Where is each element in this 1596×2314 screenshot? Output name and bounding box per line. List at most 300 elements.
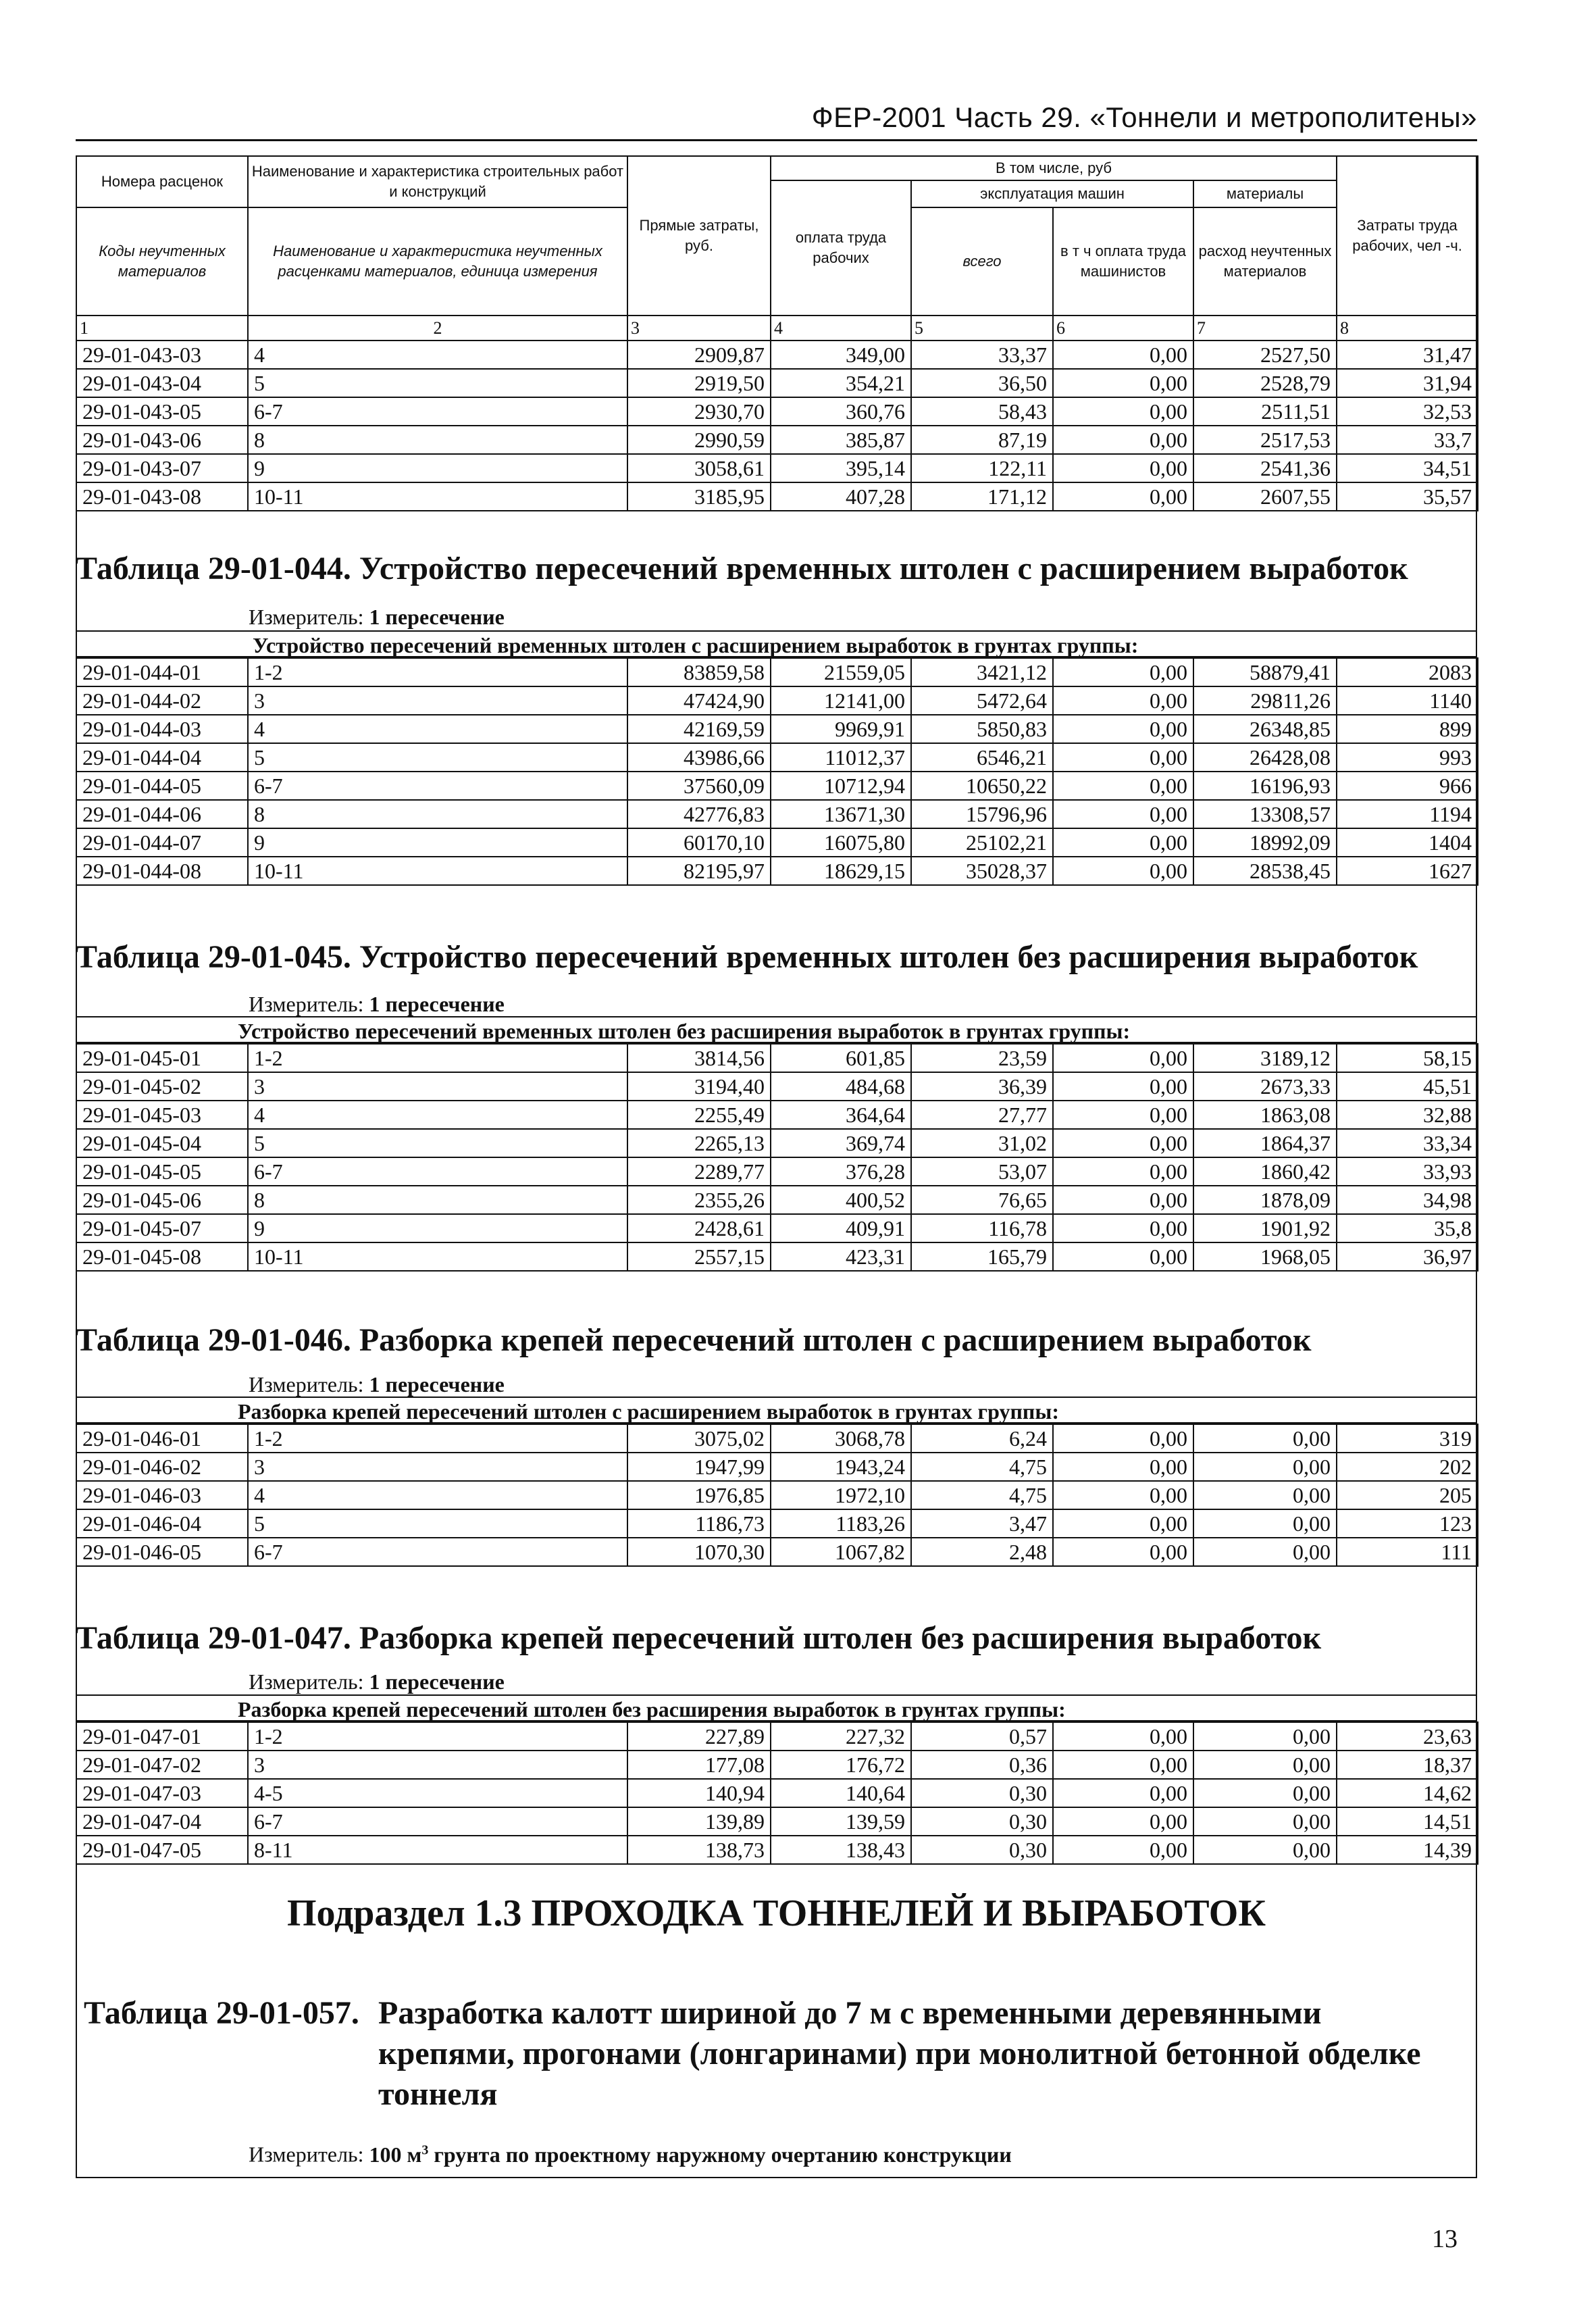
table-row: [76, 1779, 1478, 1807]
materials-cell: 1968,05: [1193, 1242, 1337, 1271]
materials-cell: 58879,41: [1193, 658, 1337, 686]
machines-labor-cell: 0,00: [1053, 1509, 1193, 1538]
rate-code-cell: 29-01-046-02: [76, 1453, 248, 1481]
rate-code-cell: 29-01-045-04: [76, 1129, 248, 1157]
labor-pay-cell: 1067,82: [771, 1538, 911, 1566]
table-row: [76, 1101, 1478, 1129]
soil-group-cell: 4: [248, 715, 627, 743]
materials-cell: 0,00: [1193, 1424, 1337, 1453]
table-row: [76, 426, 1478, 454]
direct-costs-cell: 37560,09: [627, 772, 771, 800]
soil-group-cell: 10-11: [248, 1242, 627, 1271]
header-machines-labor: в т ч оплата труда машинистов: [1053, 207, 1193, 316]
machines-labor-cell: 0,00: [1053, 772, 1193, 800]
labor-pay-cell: 369,74: [771, 1129, 911, 1157]
machines-total-cell: 0,57: [911, 1722, 1053, 1751]
machines-labor-cell: 0,00: [1053, 1157, 1193, 1186]
machines-total-cell: 116,78: [911, 1214, 1053, 1242]
machines-total-cell: 171,12: [911, 482, 1053, 511]
header-codes: Номера расценок: [76, 156, 248, 207]
machines-labor-cell: 0,00: [1053, 828, 1193, 857]
header-including: В том числе, руб: [771, 156, 1337, 180]
labor-hours-cell: 35,8: [1337, 1214, 1478, 1242]
table-row: [76, 1242, 1478, 1271]
table-043-rows: [76, 340, 1478, 511]
table-row: [76, 1722, 1478, 1751]
machines-total-cell: 58,43: [911, 397, 1053, 426]
rate-code-cell: 29-01-047-05: [76, 1836, 248, 1864]
machines-labor-cell: 0,00: [1053, 857, 1193, 885]
machines-total-cell: 36,39: [911, 1072, 1053, 1101]
soil-group-cell: 4: [248, 1481, 627, 1509]
labor-pay-cell: 364,64: [771, 1101, 911, 1129]
measure-value: 1 пересечение: [369, 605, 505, 629]
table-row: [76, 397, 1478, 426]
rate-code-cell: 29-01-045-03: [76, 1101, 248, 1129]
labor-hours-cell: 319: [1337, 1424, 1478, 1453]
machines-labor-cell: 0,00: [1053, 1751, 1193, 1779]
table-row: [76, 1424, 1478, 1453]
machines-labor-cell: 0,00: [1053, 800, 1193, 828]
materials-cell: 29811,26: [1193, 686, 1337, 715]
rate-code-cell: 29-01-044-08: [76, 857, 248, 885]
machines-total-cell: 3,47: [911, 1509, 1053, 1538]
labor-pay-cell: 484,68: [771, 1072, 911, 1101]
machines-labor-cell: 0,00: [1053, 1807, 1193, 1836]
soil-group-cell: 6-7: [248, 1538, 627, 1566]
table-046-title: [76, 1320, 1312, 1361]
machines-labor-cell: 0,00: [1053, 482, 1193, 511]
soil-group-cell: 6-7: [248, 1157, 627, 1186]
labor-hours-cell: 1627: [1337, 857, 1478, 885]
machines-labor-cell: 0,00: [1053, 1044, 1193, 1072]
direct-costs-cell: 42169,59: [627, 715, 771, 743]
rate-code-cell: 29-01-046-04: [76, 1509, 248, 1538]
labor-hours-cell: 32,53: [1337, 397, 1478, 426]
direct-costs-cell: 60170,10: [627, 828, 771, 857]
table-row: [76, 715, 1478, 743]
machines-labor-cell: 0,00: [1053, 1072, 1193, 1101]
rate-code-cell: 29-01-044-01: [76, 658, 248, 686]
direct-costs-cell: 2930,70: [627, 397, 771, 426]
materials-cell: 0,00: [1193, 1722, 1337, 1751]
labor-hours-cell: 31,94: [1337, 369, 1478, 397]
direct-costs-cell: 2355,26: [627, 1186, 771, 1214]
materials-cell: 0,00: [1193, 1481, 1337, 1509]
labor-hours-cell: 34,98: [1337, 1186, 1478, 1214]
machines-total-cell: 2,48: [911, 1538, 1053, 1566]
materials-cell: 0,00: [1193, 1751, 1337, 1779]
soil-group-cell: 10-11: [248, 857, 627, 885]
table-number: Таблица 29-01-044.: [76, 551, 351, 586]
table-row: [76, 1481, 1478, 1509]
rate-code-cell: 29-01-045-06: [76, 1186, 248, 1214]
direct-costs-cell: 3058,61: [627, 454, 771, 482]
direct-costs-cell: 2919,50: [627, 369, 771, 397]
column-number: 6: [1053, 316, 1193, 341]
soil-group-cell: 6-7: [248, 1807, 627, 1836]
header-work-name: Наименование и характеристика строительных работ и конструкций: [248, 156, 627, 207]
direct-costs-cell: 82195,97: [627, 857, 771, 885]
direct-costs-cell: 2289,77: [627, 1157, 771, 1186]
machines-total-cell: 35028,37: [911, 857, 1053, 885]
machines-labor-cell: 0,00: [1053, 341, 1193, 369]
rate-code-cell: 29-01-045-08: [76, 1242, 248, 1271]
header-materials: материалы: [1193, 180, 1337, 207]
machines-labor-cell: 0,00: [1053, 1214, 1193, 1242]
soil-group-cell: 9: [248, 828, 627, 857]
rate-code-cell: 29-01-045-02: [76, 1072, 248, 1101]
labor-pay-cell: 354,21: [771, 369, 911, 397]
table-number: Таблица 29-01-047.: [76, 1620, 351, 1656]
materials-cell: 0,00: [1193, 1538, 1337, 1566]
materials-cell: 2541,36: [1193, 454, 1337, 482]
table-045-measure: [249, 993, 505, 1015]
labor-hours-cell: 36,97: [1337, 1242, 1478, 1271]
soil-group-cell: 5: [248, 1509, 627, 1538]
machines-total-cell: 25102,21: [911, 828, 1053, 857]
section-title: Подраздел 1.3 ПРОХОДКА ТОННЕЛЕЙ И ВЫРАБОТОК: [287, 1892, 1266, 1934]
machines-labor-cell: 0,00: [1053, 1453, 1193, 1481]
soil-group-cell: 10-11: [248, 482, 627, 511]
table-047-caption: Разборка крепей пересечений штолен без расширения выработок в грунтах группы:: [76, 1694, 1477, 1721]
machines-labor-cell: 0,00: [1053, 1186, 1193, 1214]
soil-group-cell: 3: [248, 1751, 627, 1779]
header-labor-costs: Затраты труда рабочих, чел -ч.: [1337, 156, 1478, 316]
table-row: [76, 1129, 1478, 1157]
table-row: [76, 369, 1478, 397]
table-044-title: [76, 549, 1408, 589]
materials-cell: 16196,93: [1193, 772, 1337, 800]
machines-labor-cell: 0,00: [1053, 658, 1193, 686]
soil-group-cell: 9: [248, 454, 627, 482]
machines-labor-cell: 0,00: [1053, 686, 1193, 715]
soil-group-cell: 1-2: [248, 1722, 627, 1751]
machines-total-cell: 0,30: [911, 1779, 1053, 1807]
rate-code-cell: 29-01-043-03: [76, 341, 248, 369]
labor-pay-cell: 409,91: [771, 1214, 911, 1242]
measure-value: 100 $м^3$ грунта по проектному наружному очертанию конструкции: [369, 2142, 1012, 2167]
machines-total-cell: 15796,96: [911, 800, 1053, 828]
table-044-measure: [249, 606, 505, 628]
rate-code-cell: 29-01-044-06: [76, 800, 248, 828]
labor-pay-cell: 140,64: [771, 1779, 911, 1807]
page-number: 13: [1432, 2225, 1458, 2253]
machines-total-cell: 0,30: [911, 1836, 1053, 1864]
labor-pay-cell: 3068,78: [771, 1424, 911, 1453]
direct-costs-cell: 1947,99: [627, 1453, 771, 1481]
measure-value: 1 пересечение: [369, 992, 505, 1016]
rate-code-cell: 29-01-043-04: [76, 369, 248, 397]
machines-labor-cell: 0,00: [1053, 426, 1193, 454]
table-title: Разработка калотт шириной до 7 м с временными деревянными крепями, прогонами (лонгаринами) при монолитной бетонной обделке тоннеля: [378, 1995, 1421, 2112]
labor-hours-cell: 33,7: [1337, 426, 1478, 454]
labor-pay-cell: 385,87: [771, 426, 911, 454]
machines-total-cell: 53,07: [911, 1157, 1053, 1186]
table-row: [76, 743, 1478, 772]
machines-labor-cell: 0,00: [1053, 1722, 1193, 1751]
materials-cell: 2673,33: [1193, 1072, 1337, 1101]
soil-group-cell: 5: [248, 743, 627, 772]
materials-cell: 2511,51: [1193, 397, 1337, 426]
materials-cell: 1863,08: [1193, 1101, 1337, 1129]
table-row: [76, 1807, 1478, 1836]
direct-costs-cell: 3075,02: [627, 1424, 771, 1453]
table-row: [76, 482, 1478, 511]
header-direct-costs: Прямые затраты, руб.: [627, 156, 771, 316]
labor-hours-cell: 14,51: [1337, 1807, 1478, 1836]
materials-cell: 13308,57: [1193, 800, 1337, 828]
machines-total-cell: 10650,22: [911, 772, 1053, 800]
machines-total-cell: 4,75: [911, 1453, 1053, 1481]
labor-hours-cell: 205: [1337, 1481, 1478, 1509]
labor-pay-cell: 11012,37: [771, 743, 911, 772]
labor-hours-cell: 58,15: [1337, 1044, 1478, 1072]
direct-costs-cell: 42776,83: [627, 800, 771, 828]
soil-group-cell: 1-2: [248, 1044, 627, 1072]
column-number: 4: [771, 316, 911, 341]
labor-hours-cell: 1194: [1337, 800, 1478, 828]
rate-code-cell: 29-01-046-03: [76, 1481, 248, 1509]
soil-group-cell: 8: [248, 1186, 627, 1214]
direct-costs-cell: 1186,73: [627, 1509, 771, 1538]
materials-cell: 1860,42: [1193, 1157, 1337, 1186]
soil-group-cell: 3: [248, 686, 627, 715]
labor-hours-cell: 33,93: [1337, 1157, 1478, 1186]
rate-code-cell: 29-01-044-07: [76, 828, 248, 857]
header-material-codes: Коды неучтенных материалов: [76, 207, 248, 316]
labor-hours-cell: 45,51: [1337, 1072, 1478, 1101]
labor-pay-cell: 21559,05: [771, 658, 911, 686]
soil-group-cell: 3: [248, 1453, 627, 1481]
materials-cell: 26428,08: [1193, 743, 1337, 772]
rate-code-cell: 29-01-043-06: [76, 426, 248, 454]
labor-pay-cell: 349,00: [771, 341, 911, 369]
machines-labor-cell: 0,00: [1053, 1779, 1193, 1807]
materials-cell: 0,00: [1193, 1453, 1337, 1481]
table-row: [76, 772, 1478, 800]
soil-group-cell: 8: [248, 426, 627, 454]
labor-pay-cell: 12141,00: [771, 686, 911, 715]
direct-costs-cell: 2909,87: [627, 341, 771, 369]
column-number: 1: [76, 316, 248, 341]
machines-total-cell: 0,36: [911, 1751, 1053, 1779]
direct-costs-cell: 1976,85: [627, 1481, 771, 1509]
direct-costs-cell: 3194,40: [627, 1072, 771, 1101]
soil-group-cell: 4: [248, 1101, 627, 1129]
table-row: [76, 1072, 1478, 1101]
table-row: [76, 1751, 1478, 1779]
labor-hours-cell: 899: [1337, 715, 1478, 743]
table-row: [76, 1157, 1478, 1186]
header-material-names: Наименование и характеристика неучтенных расценками материалов, единица измерения: [248, 207, 627, 316]
machines-total-cell: 36,50: [911, 369, 1053, 397]
machines-labor-cell: 0,00: [1053, 1101, 1193, 1129]
rate-code-cell: 29-01-046-01: [76, 1424, 248, 1453]
materials-cell: 1864,37: [1193, 1129, 1337, 1157]
labor-hours-cell: 18,37: [1337, 1751, 1478, 1779]
direct-costs-cell: 2255,49: [627, 1101, 771, 1129]
direct-costs-cell: 139,89: [627, 1807, 771, 1836]
labor-pay-cell: 395,14: [771, 454, 911, 482]
rate-code-cell: 29-01-043-05: [76, 397, 248, 426]
machines-labor-cell: 0,00: [1053, 454, 1193, 482]
labor-hours-cell: 31,47: [1337, 341, 1478, 369]
direct-costs-cell: 1070,30: [627, 1538, 771, 1566]
rate-code-cell: 29-01-044-03: [76, 715, 248, 743]
machines-labor-cell: 0,00: [1053, 715, 1193, 743]
labor-pay-cell: 400,52: [771, 1186, 911, 1214]
soil-group-cell: 5: [248, 369, 627, 397]
machines-labor-cell: 0,00: [1053, 1129, 1193, 1157]
labor-hours-cell: 1140: [1337, 686, 1478, 715]
machines-labor-cell: 0,00: [1053, 369, 1193, 397]
direct-costs-cell: 177,08: [627, 1751, 771, 1779]
table-045-caption: Устройство пересечений временных штолен без расширения выработок в грунтах группы:: [76, 1016, 1477, 1043]
labor-pay-cell: 1972,10: [771, 1481, 911, 1509]
machines-total-cell: 23,59: [911, 1044, 1053, 1072]
soil-group-cell: 8: [248, 800, 627, 828]
soil-group-cell: 1-2: [248, 658, 627, 686]
labor-hours-cell: 14,62: [1337, 1779, 1478, 1807]
machines-total-cell: 0,30: [911, 1807, 1053, 1836]
direct-costs-cell: 2557,15: [627, 1242, 771, 1271]
table-number: Таблица 29-01-046.: [76, 1322, 351, 1358]
labor-hours-cell: 35,57: [1337, 482, 1478, 511]
direct-costs-cell: 43986,66: [627, 743, 771, 772]
direct-costs-cell: 227,89: [627, 1722, 771, 1751]
table-row: [76, 1836, 1478, 1864]
table-title: Разборка крепей пересечений штолен с расширением выработок: [359, 1322, 1312, 1358]
table-row: [76, 658, 1478, 686]
table-044-caption: Устройство пересечений временных штолен с расширением выработок в грунтах группы:: [76, 630, 1477, 657]
direct-costs-cell: 2428,61: [627, 1214, 771, 1242]
table-row: [76, 1453, 1478, 1481]
column-header-table: [76, 155, 1478, 341]
rate-code-cell: 29-01-044-02: [76, 686, 248, 715]
machines-labor-cell: 0,00: [1053, 1836, 1193, 1864]
labor-pay-cell: 13671,30: [771, 800, 911, 828]
materials-cell: 1878,09: [1193, 1186, 1337, 1214]
running-header: ФЕР-2001 Часть 29. «Тоннели и метрополитены»: [811, 101, 1477, 133]
labor-pay-cell: 176,72: [771, 1751, 911, 1779]
labor-pay-cell: 423,31: [771, 1242, 911, 1271]
direct-costs-cell: 47424,90: [627, 686, 771, 715]
table-title: Устройство пересечений временных штолен с расширением выработок: [359, 551, 1408, 586]
soil-group-cell: 4: [248, 341, 627, 369]
machines-labor-cell: 0,00: [1053, 743, 1193, 772]
table-045-title: [76, 937, 1418, 978]
labor-hours-cell: 33,34: [1337, 1129, 1478, 1157]
machines-total-cell: 27,77: [911, 1101, 1053, 1129]
direct-costs-cell: 138,73: [627, 1836, 771, 1864]
labor-pay-cell: 10712,94: [771, 772, 911, 800]
soil-group-cell: 6-7: [248, 397, 627, 426]
labor-pay-cell: 601,85: [771, 1044, 911, 1072]
table-row: [76, 1044, 1478, 1072]
machines-total-cell: 33,37: [911, 341, 1053, 369]
materials-cell: 28538,45: [1193, 857, 1337, 885]
rate-code-cell: 29-01-047-04: [76, 1807, 248, 1836]
table-row: [76, 800, 1478, 828]
labor-hours-cell: 993: [1337, 743, 1478, 772]
column-number: 7: [1193, 316, 1337, 341]
table-057-measure: [249, 2143, 1012, 2165]
table-row: [76, 1509, 1478, 1538]
rate-code-cell: 29-01-047-01: [76, 1722, 248, 1751]
rate-code-cell: 29-01-047-02: [76, 1751, 248, 1779]
materials-cell: 2607,55: [1193, 482, 1337, 511]
table-row: [76, 454, 1478, 482]
materials-cell: 0,00: [1193, 1509, 1337, 1538]
table-number: Таблица 29-01-057.: [84, 1995, 359, 2031]
materials-cell: 18992,09: [1193, 828, 1337, 857]
soil-group-cell: 5: [248, 1129, 627, 1157]
labor-hours-cell: 34,51: [1337, 454, 1478, 482]
table-row: [76, 828, 1478, 857]
machines-total-cell: 4,75: [911, 1481, 1053, 1509]
materials-cell: 3189,12: [1193, 1044, 1337, 1072]
rate-code-cell: 29-01-044-05: [76, 772, 248, 800]
table-number: Таблица 29-01-045.: [76, 939, 351, 975]
machines-total-cell: 6,24: [911, 1424, 1053, 1453]
measure-label: Измеритель:: [249, 605, 364, 629]
materials-cell: 0,00: [1193, 1779, 1337, 1807]
table-047-measure: [249, 1671, 505, 1692]
labor-hours-cell: 966: [1337, 772, 1478, 800]
materials-cell: 2527,50: [1193, 341, 1337, 369]
machines-total-cell: 5472,64: [911, 686, 1053, 715]
soil-group-cell: 1-2: [248, 1424, 627, 1453]
labor-hours-cell: 1404: [1337, 828, 1478, 857]
materials-cell: 0,00: [1193, 1836, 1337, 1864]
rate-code-cell: 29-01-045-07: [76, 1214, 248, 1242]
table-row: [76, 341, 1478, 369]
labor-pay-cell: 1943,24: [771, 1453, 911, 1481]
machines-total-cell: 5850,83: [911, 715, 1053, 743]
measure-label: Измеритель:: [249, 992, 364, 1016]
labor-hours-cell: 32,88: [1337, 1101, 1478, 1129]
measure-label: Измеритель:: [249, 1669, 364, 1694]
soil-group-cell: 6-7: [248, 772, 627, 800]
machines-total-cell: 87,19: [911, 426, 1053, 454]
machines-total-cell: 76,65: [911, 1186, 1053, 1214]
labor-pay-cell: 139,59: [771, 1807, 911, 1836]
labor-pay-cell: 227,32: [771, 1722, 911, 1751]
table-046-measure: [249, 1374, 505, 1395]
materials-cell: 26348,85: [1193, 715, 1337, 743]
header-labor-pay: оплата труда рабочих: [771, 180, 911, 316]
machines-labor-cell: 0,00: [1053, 1481, 1193, 1509]
labor-pay-cell: 1183,26: [771, 1509, 911, 1538]
labor-pay-cell: 16075,80: [771, 828, 911, 857]
machines-total-cell: 3421,12: [911, 658, 1053, 686]
soil-group-cell: 4-5: [248, 1779, 627, 1807]
header-materials-use: расход неучтенных материалов: [1193, 207, 1337, 316]
direct-costs-cell: 2265,13: [627, 1129, 771, 1157]
rate-code-cell: 29-01-046-05: [76, 1538, 248, 1566]
header-machines-total: всего: [911, 207, 1053, 316]
labor-pay-cell: 376,28: [771, 1157, 911, 1186]
labor-pay-cell: 138,43: [771, 1836, 911, 1864]
table-row: [76, 1214, 1478, 1242]
header-machines: эксплуатация машин: [911, 180, 1193, 207]
machines-total-cell: 6546,21: [911, 743, 1053, 772]
table-046-rows: [76, 1424, 1478, 1567]
materials-cell: 0,00: [1193, 1807, 1337, 1836]
column-number: 2: [248, 316, 627, 341]
table-047-rows: [76, 1721, 1478, 1865]
